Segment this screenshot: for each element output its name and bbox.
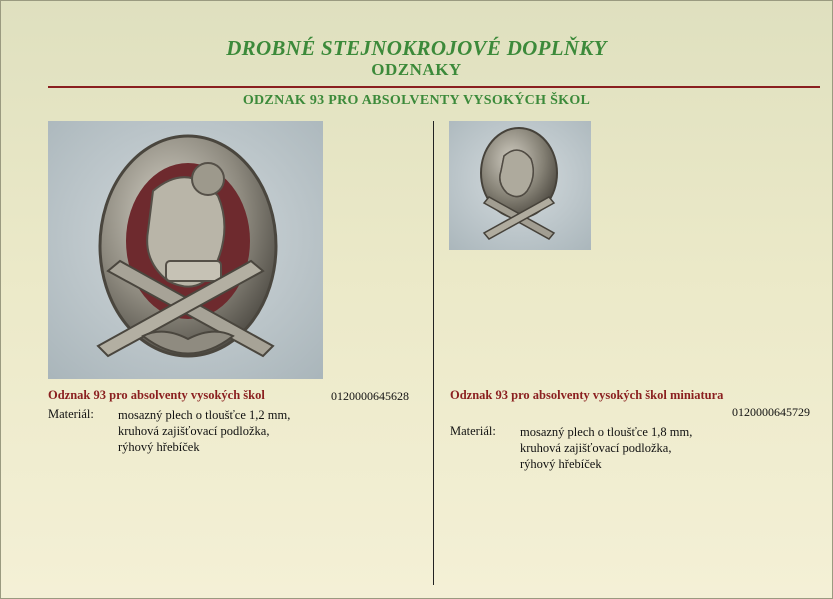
material-label: Materiál: [450, 424, 496, 438]
badge-miniature-photo [449, 121, 591, 250]
material-line: kruhová zajišťovací podložka, [520, 441, 672, 455]
material-label: Materiál: [48, 407, 94, 421]
column-divider [433, 121, 434, 585]
title-rule [48, 86, 820, 88]
section-title: ODZNAK 93 PRO ABSOLVENTY VYSOKÝCH ŠKOL [242, 93, 591, 108]
material-line: rýhový hřebíček [520, 457, 602, 471]
page-title: DROBNÉ STEJNOKROJOVÉ DOPLŇKY [226, 36, 607, 60]
badge-photo [48, 121, 323, 379]
material-description [118, 407, 290, 455]
material-line: mosazný plech o tloušťce 1,2 mm, [118, 408, 291, 422]
material-line: mosazný plech o tloušťce 1,8 mm, [520, 425, 693, 439]
product-code: 0120000645628 [331, 389, 409, 403]
product-code: 0120000645729 [732, 405, 810, 419]
page-subtitle: ODZNAKY [371, 60, 462, 79]
material-line: rýhový hřebíček [118, 440, 200, 454]
product-name: Odznak 93 pro absolventy vysokých škol [48, 388, 265, 402]
product-name: Odznak 93 pro absolventy vysokých škol miniatura [450, 388, 724, 402]
material-line: kruhová zajišťovací podložka, [118, 424, 270, 438]
material-description [520, 424, 692, 472]
